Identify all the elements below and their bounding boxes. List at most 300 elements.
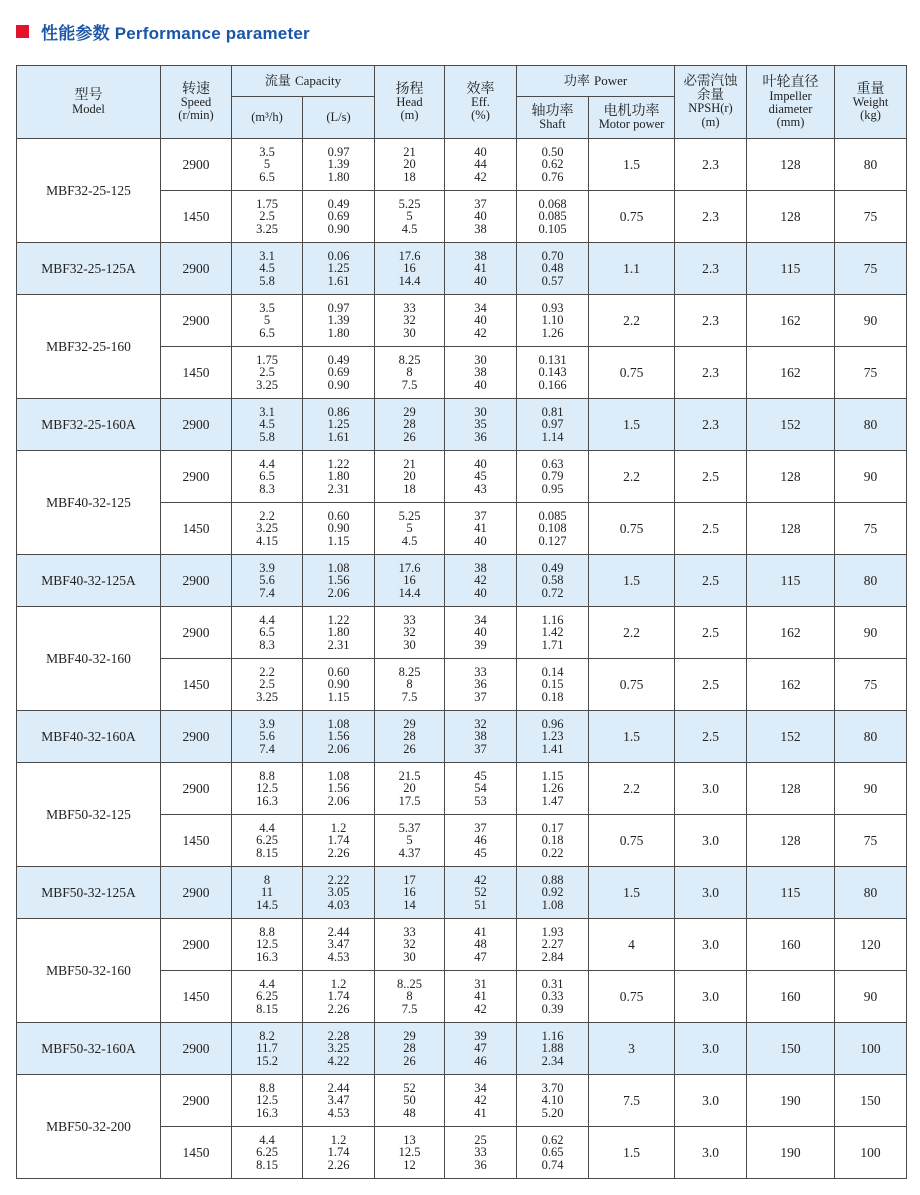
shaft-power-cell — [517, 347, 589, 399]
capacity-ls-cell — [303, 503, 375, 555]
header-weight: 重量 Weight (kg) — [835, 66, 907, 139]
shaft-power-cell-value: 0.96 — [541, 716, 564, 731]
shaft-power-cell — [517, 867, 589, 919]
shaft-power-cell-value: 1.42 — [541, 625, 564, 640]
npsh-cell: 2.3 — [675, 139, 747, 191]
model-cell: MBF32-25-125 — [17, 139, 161, 243]
performance-table — [16, 65, 907, 1179]
npsh-cell: 2.3 — [675, 295, 747, 347]
title-text: 性能参数 Performance parameter — [41, 23, 310, 43]
efficiency-cell-value: 47 — [474, 949, 487, 964]
efficiency-cell-value: 36 — [474, 677, 487, 692]
model-cell: MBF50-32-125 — [17, 763, 161, 867]
table-body — [17, 139, 907, 1179]
shaft-power-cell-value: 0.97 — [541, 417, 564, 432]
header-power: 功率 Power — [517, 66, 675, 97]
shaft-power-cell-value: 0.81 — [541, 404, 564, 419]
npsh-cell: 3.0 — [675, 1075, 747, 1127]
efficiency-cell-value: 40 — [474, 273, 487, 288]
capacity-m3h-cell-value: 5.8 — [259, 429, 275, 444]
head-cell — [375, 1075, 445, 1127]
efficiency-cell — [445, 919, 517, 971]
table-row — [17, 243, 907, 295]
efficiency-cell-value: 30 — [474, 352, 487, 367]
shaft-power-cell-value: 1.14 — [541, 429, 564, 444]
motor-power-cell: 1.5 — [589, 867, 675, 919]
efficiency-cell — [445, 971, 517, 1023]
capacity-m3h-cell — [232, 659, 303, 711]
capacity-ls-cell — [303, 243, 375, 295]
efficiency-cell — [445, 1023, 517, 1075]
shaft-power-cell-value: 1.41 — [541, 741, 564, 756]
efficiency-cell-value: 36 — [474, 429, 487, 444]
speed-cell: 2900 — [161, 1023, 232, 1075]
speed-cell: 2900 — [161, 1075, 232, 1127]
capacity-ls-cell — [303, 451, 375, 503]
shaft-power-cell-value: 0.166 — [538, 377, 567, 392]
efficiency-cell-value: 41 — [474, 989, 487, 1004]
head-cell-value: 5 — [406, 833, 413, 848]
weight-cell: 100 — [835, 1127, 907, 1179]
impeller-cell: 160 — [747, 971, 835, 1023]
capacity-ls-cell-value: 1.74 — [327, 833, 350, 848]
efficiency-cell-value: 40 — [474, 144, 487, 159]
efficiency-cell-value: 46 — [474, 833, 487, 848]
head-cell-value: 30 — [403, 325, 416, 340]
capacity-m3h-cell — [232, 607, 303, 659]
head-cell-value: 12.5 — [398, 1145, 421, 1160]
head-cell-value: 28 — [403, 417, 416, 432]
capacity-m3h-cell-value: 8.15 — [256, 845, 278, 860]
head-cell-value: 18 — [403, 481, 416, 496]
model-cell: MBF50-32-160A — [17, 1023, 161, 1075]
capacity-ls-cell — [303, 1127, 375, 1179]
impeller-cell: 128 — [747, 139, 835, 191]
capacity-ls-cell-value: 2.44 — [327, 1080, 350, 1095]
impeller-cell: 162 — [747, 659, 835, 711]
efficiency-cell — [445, 607, 517, 659]
shaft-power-cell-value: 2.27 — [541, 937, 564, 952]
shaft-power-cell-value: 2.84 — [541, 949, 564, 964]
shaft-power-cell-value: 0.22 — [541, 845, 564, 860]
capacity-ls-cell-value: 1.80 — [327, 625, 350, 640]
head-cell-value: 5 — [406, 521, 413, 536]
head-cell-value: 26 — [403, 1053, 416, 1068]
capacity-m3h-cell — [232, 1023, 303, 1075]
efficiency-cell — [445, 347, 517, 399]
shaft-power-cell-value: 1.16 — [541, 612, 564, 627]
npsh-cell: 2.3 — [675, 191, 747, 243]
head-cell — [375, 555, 445, 607]
npsh-cell: 2.5 — [675, 555, 747, 607]
shaft-power-cell-value: 1.71 — [541, 637, 564, 652]
speed-cell: 1450 — [161, 1127, 232, 1179]
capacity-m3h-cell-value: 8.2 — [259, 1028, 275, 1043]
efficiency-cell-value: 38 — [474, 729, 487, 744]
efficiency-cell-value: 35 — [474, 417, 487, 432]
efficiency-cell-value: 45 — [474, 768, 487, 783]
efficiency-cell-value: 37 — [474, 741, 487, 756]
head-cell-value: 8 — [406, 365, 413, 380]
head-cell-value: 17.6 — [398, 248, 421, 263]
efficiency-cell-value: 40 — [474, 585, 487, 600]
capacity-ls-cell-value: 0.60 — [327, 508, 350, 523]
capacity-m3h-cell-value: 1.75 — [256, 196, 278, 211]
efficiency-cell-value: 38 — [474, 560, 487, 575]
efficiency-cell — [445, 503, 517, 555]
capacity-ls-cell-value: 0.60 — [327, 664, 350, 679]
capacity-ls-cell — [303, 139, 375, 191]
efficiency-cell-value: 40 — [474, 533, 487, 548]
capacity-ls-cell-value: 1.56 — [327, 573, 350, 588]
shaft-power-cell-value: 0.49 — [541, 560, 564, 575]
efficiency-cell-value: 45 — [474, 469, 487, 484]
head-cell-value: 33 — [403, 924, 416, 939]
capacity-ls-cell-value: 2.26 — [327, 1157, 350, 1172]
capacity-m3h-cell-value: 6.5 — [259, 325, 275, 340]
capacity-ls-cell-value: 1.08 — [327, 716, 350, 731]
shaft-power-cell-value: 0.105 — [538, 221, 567, 236]
shaft-power-cell-value: 0.93 — [541, 300, 564, 315]
capacity-ls-cell — [303, 919, 375, 971]
capacity-ls-cell-value: 3.05 — [327, 885, 350, 900]
shaft-power-cell-value: 0.143 — [538, 365, 567, 380]
header-speed: 转速 Speed (r/min) — [161, 66, 232, 139]
table-row — [17, 295, 907, 347]
header-npsh: 必需汽蚀余量 NPSH(r) (m) — [675, 66, 747, 139]
capacity-m3h-cell-value: 4.4 — [259, 456, 275, 471]
head-cell-value: 20 — [403, 469, 416, 484]
capacity-m3h-cell-value: 5 — [263, 157, 271, 172]
capacity-ls-cell-value: 2.28 — [327, 1028, 350, 1043]
capacity-m3h-cell-value: 6.5 — [259, 625, 275, 640]
weight-cell: 90 — [835, 763, 907, 815]
head-cell — [375, 607, 445, 659]
weight-cell: 75 — [835, 347, 907, 399]
capacity-m3h-cell-value: 3.1 — [259, 404, 275, 419]
weight-cell: 75 — [835, 815, 907, 867]
head-cell-value: 26 — [403, 741, 416, 756]
efficiency-cell — [445, 763, 517, 815]
head-cell-value: 16 — [403, 261, 416, 276]
shaft-power-cell-value: 0.50 — [541, 144, 564, 159]
capacity-m3h-cell-value: 4.4 — [259, 1132, 275, 1147]
weight-cell: 150 — [835, 1075, 907, 1127]
motor-power-cell: 7.5 — [589, 1075, 675, 1127]
capacity-m3h-cell-value: 3.9 — [259, 560, 275, 575]
table-row — [17, 139, 907, 191]
shaft-power-cell-value: 0.70 — [541, 248, 564, 263]
shaft-power-cell — [517, 191, 589, 243]
head-cell-value: 5.25 — [398, 508, 421, 523]
npsh-cell: 2.5 — [675, 451, 747, 503]
capacity-ls-cell-value: 2.06 — [327, 585, 350, 600]
impeller-cell: 152 — [747, 711, 835, 763]
speed-cell: 2900 — [161, 919, 232, 971]
efficiency-cell-value: 37 — [474, 820, 487, 835]
weight-cell: 75 — [835, 191, 907, 243]
capacity-m3h-cell-value: 4.4 — [259, 820, 275, 835]
efficiency-cell-value: 41 — [474, 521, 487, 536]
head-cell-value: 4.5 — [401, 533, 418, 548]
capacity-ls-cell-value: 1.25 — [327, 417, 350, 432]
shaft-power-cell-value: 1.26 — [541, 325, 564, 340]
motor-power-cell: 0.75 — [589, 191, 675, 243]
capacity-ls-cell-value: 1.08 — [327, 560, 350, 575]
capacity-m3h-cell — [232, 555, 303, 607]
shaft-power-cell — [517, 1023, 589, 1075]
shaft-power-cell-value: 0.79 — [541, 469, 564, 484]
efficiency-cell-value: 44 — [474, 157, 487, 172]
capacity-m3h-cell-value: 3.9 — [259, 716, 275, 731]
shaft-power-cell-value: 2.34 — [541, 1053, 564, 1068]
capacity-ls-cell — [303, 763, 375, 815]
model-cell: MBF50-32-200 — [17, 1075, 161, 1179]
capacity-m3h-cell-value: 15.2 — [256, 1053, 278, 1068]
weight-cell: 120 — [835, 919, 907, 971]
capacity-ls-cell-value: 2.22 — [327, 872, 350, 887]
motor-power-cell: 1.5 — [589, 711, 675, 763]
motor-power-cell: 0.75 — [589, 659, 675, 711]
model-cell: MBF32-25-160 — [17, 295, 161, 399]
shaft-power-cell — [517, 711, 589, 763]
shaft-power-cell-value: 1.08 — [541, 897, 564, 912]
capacity-ls-cell-value: 2.31 — [327, 481, 350, 496]
shaft-power-cell-value: 0.65 — [541, 1145, 564, 1160]
efficiency-cell-value: 38 — [474, 365, 487, 380]
head-cell-value: 14 — [403, 897, 416, 912]
head-cell-value: 52 — [403, 1080, 416, 1095]
capacity-m3h-cell-value: 12.5 — [256, 937, 278, 952]
npsh-cell: 3.0 — [675, 763, 747, 815]
head-cell-value: 5.25 — [398, 196, 421, 211]
impeller-cell: 115 — [747, 555, 835, 607]
shaft-power-cell-value: 0.15 — [541, 677, 564, 692]
efficiency-cell-value: 30 — [474, 404, 487, 419]
capacity-m3h-cell — [232, 867, 303, 919]
capacity-ls-cell-value: 0.06 — [327, 248, 350, 263]
impeller-cell: 152 — [747, 399, 835, 451]
capacity-m3h-cell-value: 8.8 — [259, 768, 275, 783]
table-row — [17, 763, 907, 815]
efficiency-cell-value: 40 — [474, 377, 487, 392]
npsh-cell: 2.5 — [675, 711, 747, 763]
capacity-m3h-cell-value: 8.8 — [259, 924, 275, 939]
capacity-ls-cell — [303, 191, 375, 243]
capacity-ls-cell-value: 1.61 — [327, 273, 350, 288]
shaft-power-cell — [517, 919, 589, 971]
head-cell — [375, 659, 445, 711]
head-cell — [375, 295, 445, 347]
capacity-ls-cell — [303, 399, 375, 451]
capacity-ls-cell-value: 2.31 — [327, 637, 350, 652]
capacity-m3h-cell-value: 6.25 — [256, 989, 278, 1004]
capacity-m3h-cell — [232, 243, 303, 295]
efficiency-cell-value: 39 — [474, 637, 487, 652]
header-capacity-ls: (L/s) — [303, 97, 375, 139]
head-cell-value: 28 — [403, 729, 416, 744]
capacity-m3h-cell-value: 3.25 — [256, 377, 278, 392]
efficiency-cell — [445, 451, 517, 503]
capacity-m3h-cell-value: 6.5 — [259, 169, 275, 184]
efficiency-cell — [445, 295, 517, 347]
efficiency-cell-value: 38 — [474, 221, 487, 236]
table-row — [17, 555, 907, 607]
head-cell — [375, 971, 445, 1023]
capacity-ls-cell-value: 1.56 — [327, 781, 350, 796]
motor-power-cell: 1.1 — [589, 243, 675, 295]
efficiency-cell-value: 53 — [474, 793, 487, 808]
head-cell-value: 4.5 — [401, 221, 418, 236]
npsh-cell: 2.3 — [675, 347, 747, 399]
shaft-power-cell-value: 1.23 — [541, 729, 564, 744]
shaft-power-cell-value: 0.48 — [541, 261, 564, 276]
impeller-cell: 162 — [747, 295, 835, 347]
efficiency-cell — [445, 191, 517, 243]
shaft-power-cell — [517, 399, 589, 451]
weight-cell: 100 — [835, 1023, 907, 1075]
header-head: 扬程 Head (m) — [375, 66, 445, 139]
efficiency-cell-value: 45 — [474, 845, 487, 860]
weight-cell: 90 — [835, 451, 907, 503]
shaft-power-cell-value: 0.18 — [541, 689, 564, 704]
capacity-m3h-cell-value: 3.1 — [259, 248, 275, 263]
speed-cell: 1450 — [161, 971, 232, 1023]
shaft-power-cell-value: 0.131 — [538, 352, 567, 367]
capacity-m3h-cell-value: 2.2 — [259, 664, 275, 679]
capacity-ls-cell-value: 1.08 — [327, 768, 350, 783]
head-cell-value: 14.4 — [398, 273, 421, 288]
efficiency-cell-value: 41 — [474, 1105, 487, 1120]
capacity-m3h-cell-value: 4.15 — [256, 533, 278, 548]
table-row — [17, 1023, 907, 1075]
weight-cell: 80 — [835, 399, 907, 451]
impeller-cell: 162 — [747, 347, 835, 399]
capacity-ls-cell — [303, 1075, 375, 1127]
efficiency-cell-value: 38 — [474, 248, 487, 263]
impeller-cell: 128 — [747, 191, 835, 243]
motor-power-cell: 0.75 — [589, 503, 675, 555]
efficiency-cell-value: 46 — [474, 1053, 487, 1068]
efficiency-cell-value: 40 — [474, 625, 487, 640]
capacity-ls-cell-value: 0.49 — [327, 352, 350, 367]
header-shaft-power: 轴功率 Shaft — [517, 97, 589, 139]
table-row — [17, 867, 907, 919]
npsh-cell: 3.0 — [675, 815, 747, 867]
capacity-m3h-cell-value: 8 — [263, 872, 271, 887]
npsh-cell: 3.0 — [675, 867, 747, 919]
shaft-power-cell — [517, 1127, 589, 1179]
shaft-power-cell — [517, 659, 589, 711]
head-cell-value: 8 — [406, 989, 413, 1004]
shaft-power-cell-value: 0.14 — [541, 664, 564, 679]
head-cell — [375, 1023, 445, 1075]
shaft-power-cell-value: 0.085 — [538, 209, 567, 224]
npsh-cell: 2.5 — [675, 659, 747, 711]
capacity-ls-cell-value: 1.80 — [327, 469, 350, 484]
capacity-ls-cell — [303, 867, 375, 919]
capacity-m3h-cell-value: 7.4 — [259, 585, 275, 600]
capacity-ls-cell-value: 1.39 — [327, 157, 350, 172]
capacity-ls-cell-value: 0.69 — [327, 365, 350, 380]
shaft-power-cell-value: 1.10 — [541, 313, 564, 328]
head-cell-value: 18 — [403, 169, 416, 184]
efficiency-cell-value: 34 — [474, 1080, 487, 1095]
head-cell — [375, 139, 445, 191]
head-cell-value: 32 — [403, 313, 416, 328]
shaft-power-cell-value: 0.76 — [541, 169, 564, 184]
model-cell: MBF32-25-125A — [17, 243, 161, 295]
npsh-cell: 2.5 — [675, 503, 747, 555]
head-cell-value: 14.4 — [398, 585, 421, 600]
head-cell-value: 33 — [403, 612, 416, 627]
head-cell — [375, 503, 445, 555]
capacity-ls-cell-value: 4.53 — [327, 1105, 350, 1120]
shaft-power-cell-value: 0.18 — [541, 833, 564, 848]
capacity-ls-cell-value: 2.26 — [327, 1001, 350, 1016]
efficiency-cell-value: 48 — [474, 937, 487, 952]
capacity-m3h-cell — [232, 295, 303, 347]
shaft-power-cell-value: 0.92 — [541, 885, 564, 900]
head-cell — [375, 451, 445, 503]
speed-cell: 2900 — [161, 139, 232, 191]
model-cell: MBF50-32-125A — [17, 867, 161, 919]
capacity-ls-cell — [303, 659, 375, 711]
efficiency-cell-value: 42 — [474, 872, 487, 887]
speed-cell: 2900 — [161, 399, 232, 451]
capacity-m3h-cell — [232, 347, 303, 399]
capacity-ls-cell-value: 1.39 — [327, 313, 350, 328]
capacity-m3h-cell — [232, 451, 303, 503]
head-cell-value: 8.25 — [398, 352, 421, 367]
impeller-cell: 190 — [747, 1075, 835, 1127]
head-cell — [375, 763, 445, 815]
head-cell-value: 16 — [403, 885, 416, 900]
shaft-power-cell-value: 0.39 — [541, 1001, 564, 1016]
head-cell — [375, 711, 445, 763]
shaft-power-cell — [517, 607, 589, 659]
efficiency-cell-value: 40 — [474, 209, 487, 224]
capacity-m3h-cell — [232, 763, 303, 815]
head-cell-value: 13 — [403, 1132, 416, 1147]
capacity-m3h-cell-value: 8.15 — [256, 1001, 278, 1016]
shaft-power-cell-value: 0.108 — [538, 521, 567, 536]
model-cell: MBF32-25-160A — [17, 399, 161, 451]
header-impeller: 叶轮直径 Impeller diameter (mm) — [747, 66, 835, 139]
capacity-ls-cell-value: 4.53 — [327, 949, 350, 964]
model-cell: MBF40-32-125A — [17, 555, 161, 607]
weight-cell: 75 — [835, 659, 907, 711]
speed-cell: 1450 — [161, 815, 232, 867]
impeller-cell: 128 — [747, 763, 835, 815]
npsh-cell: 2.3 — [675, 243, 747, 295]
capacity-ls-cell-value: 1.2 — [330, 820, 347, 835]
shaft-power-cell-value: 0.95 — [541, 481, 564, 496]
speed-cell: 2900 — [161, 451, 232, 503]
capacity-ls-cell — [303, 815, 375, 867]
head-cell-value: 30 — [403, 637, 416, 652]
efficiency-cell-value: 37 — [474, 196, 487, 211]
capacity-m3h-cell-value: 3.25 — [256, 221, 278, 236]
capacity-ls-cell-value: 0.90 — [327, 677, 350, 692]
capacity-ls-cell-value: 1.80 — [327, 169, 350, 184]
capacity-ls-cell-value: 1.15 — [327, 533, 350, 548]
head-cell-value: 5.37 — [398, 820, 421, 835]
weight-cell: 90 — [835, 295, 907, 347]
capacity-ls-cell-value: 2.06 — [327, 741, 350, 756]
head-cell-value: 17.5 — [398, 793, 421, 808]
speed-cell: 1450 — [161, 659, 232, 711]
